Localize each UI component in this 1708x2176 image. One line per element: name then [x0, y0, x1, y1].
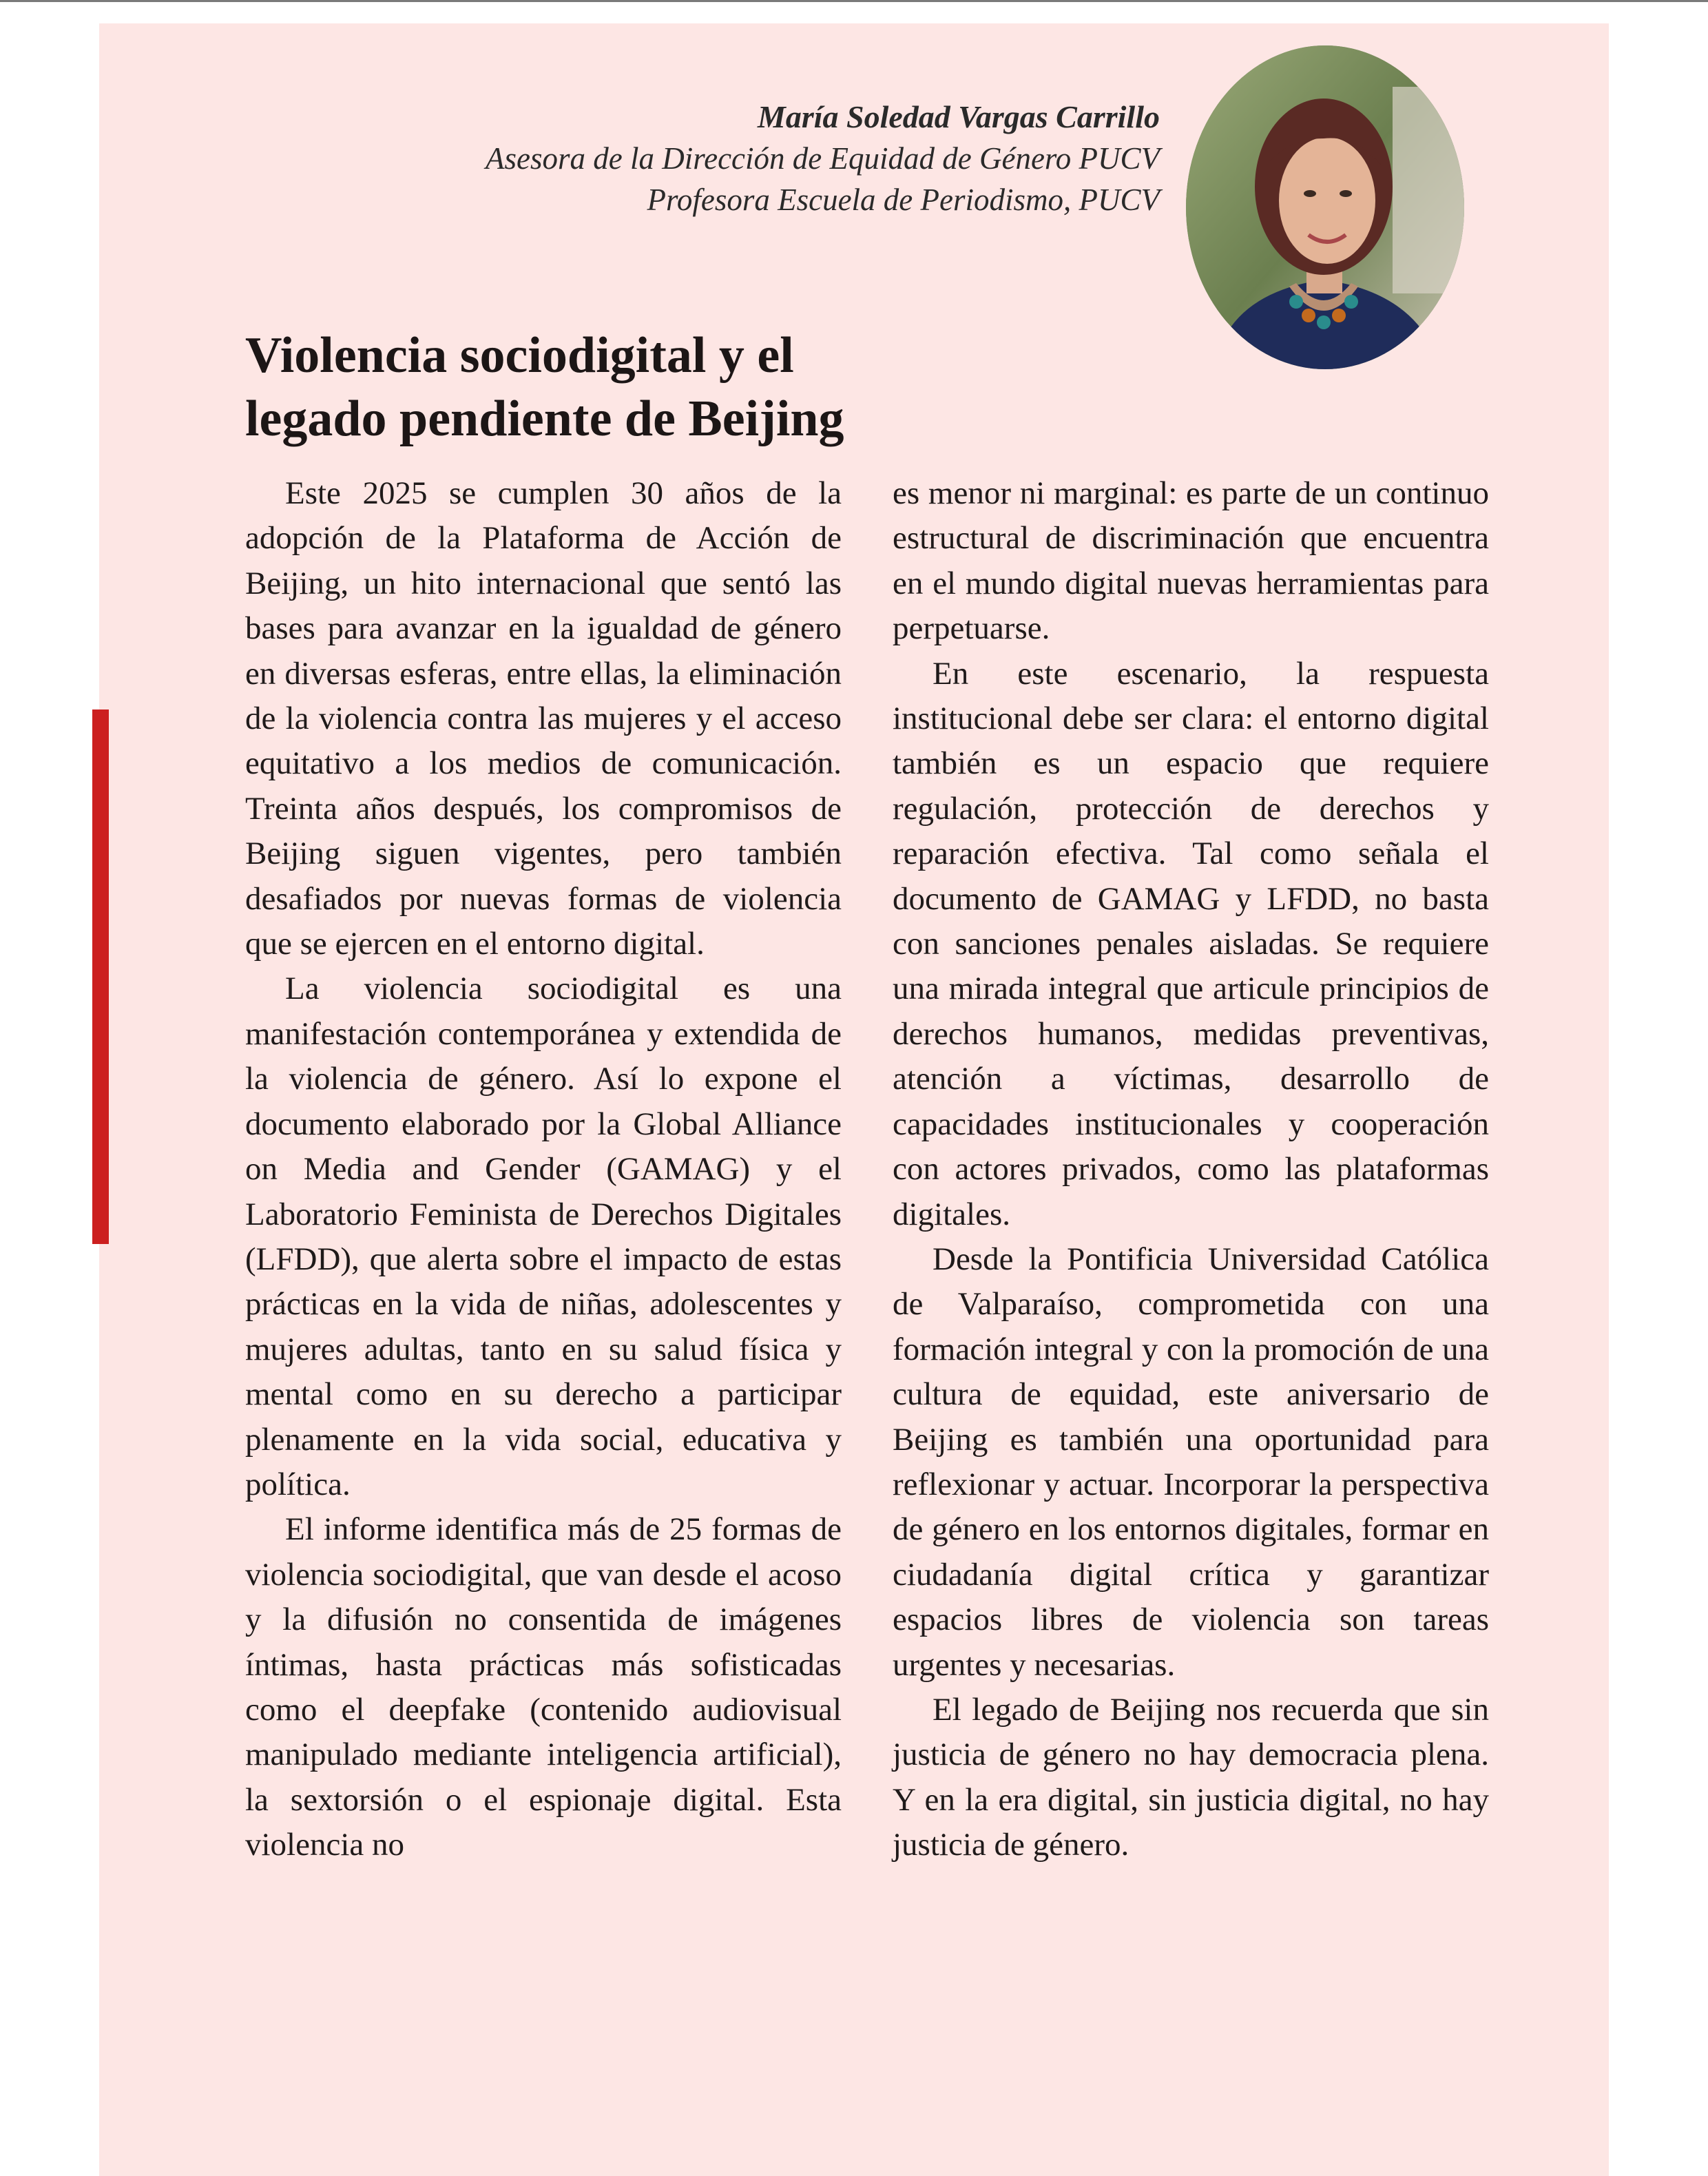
article-column-right [893, 471, 1489, 1868]
accent-bar [92, 709, 109, 1244]
article-title-line-1: Violencia sociodigital y el [245, 327, 794, 384]
author-role-2: Profesora Escuela de Periodismo, PUCV [647, 183, 1160, 217]
article-title-line-2: legado pendiente de Beijing [245, 391, 844, 447]
author-photo [1186, 45, 1464, 369]
paragraph-3: El informe identifica más de 25 formas de violencia sociodigital, que van desde el acoso y la difusión no consentida de imágenes íntimas, hasta prácticas más sofisticadas como el deepfake (contenido audiovisual manipulado mediante inteligencia artificial), la sextorsión o el espionaje digital. Esta violencia no [245, 1511, 842, 1863]
article-title [245, 324, 934, 450]
author-byline [486, 96, 1160, 220]
top-rule [0, 0, 1708, 2]
article-column-left [245, 471, 842, 1868]
author-portrait-image [1186, 45, 1464, 369]
author-name: María Soledad Vargas Carrillo [757, 99, 1160, 134]
paragraph-6: El legado de Beijing nos recuerda que sin justicia de género no hay democracia plena. Y en la era digital, sin justicia digital, no hay justicia de género. [893, 1691, 1489, 1863]
paragraph-4: En este escenario, la respuesta institucional debe ser clara: el entorno digital también es un espacio que requiere regulación, protección de derechos y reparación efectiva. Tal como señala el documento de GAMAG y LFDD, no basta con sanciones penales aisladas. Se requiere una mirada integral que articule principios de derechos humanos, medidas preventivas, atención a víctimas, desarrollo de capacidades institucionales y cooperación con actores privados, como las plataformas digitales. [893, 655, 1489, 1232]
paragraph-1: Este 2025 se cumplen 30 años de la adopción de la Plataforma de Acción de Beijing, un hito internacional que sentó las bases para avanzar en la igualdad de género en diversas esferas, entre ellas, la eliminación de la violencia contra las mujeres y el acceso equitativo a los medios de comunicación. Treinta años después, los compromisos de Beijing siguen vigentes, pero también desafiados por nuevas formas de violencia que se ejercen en el entorno digital. [245, 475, 842, 962]
author-role-1: Asesora de la Dirección de Equidad de Género PUCV [486, 141, 1160, 176]
paragraph-5: Desde la Pontificia Universidad Católica de Valparaíso, comprometida con una formación integral y con la promoción de una cultura de equidad, este aniversario de Beijing es también una oportunidad para reflexionar y actuar. Incorporar la perspectiva de género en los entornos digitales, formar en ciudadanía digital crítica y garantizar espacios libres de violencia son tareas urgentes y necesarias. [893, 1241, 1489, 1683]
paragraph-3-continued: es menor ni marginal: es parte de un continuo estructural de discriminación que encuentra en el mundo digital nuevas herramientas para perpetuarse. [893, 475, 1489, 647]
paragraph-2: La violencia sociodigital es una manifestación contemporánea y extendida de la violencia de género. Así lo expone el documento elaborado por la Global Alliance on Media and Gender (GAMAG) y el Laboratorio Feminista de Derechos Digitales (LFDD), que alerta sobre el impacto de estas prácticas en la vida de niñas, adolescentes y mujeres adultas, tanto en su salud física y mental como en su derecho a participar plenamente en la vida social, educativa y política. [245, 971, 842, 1502]
